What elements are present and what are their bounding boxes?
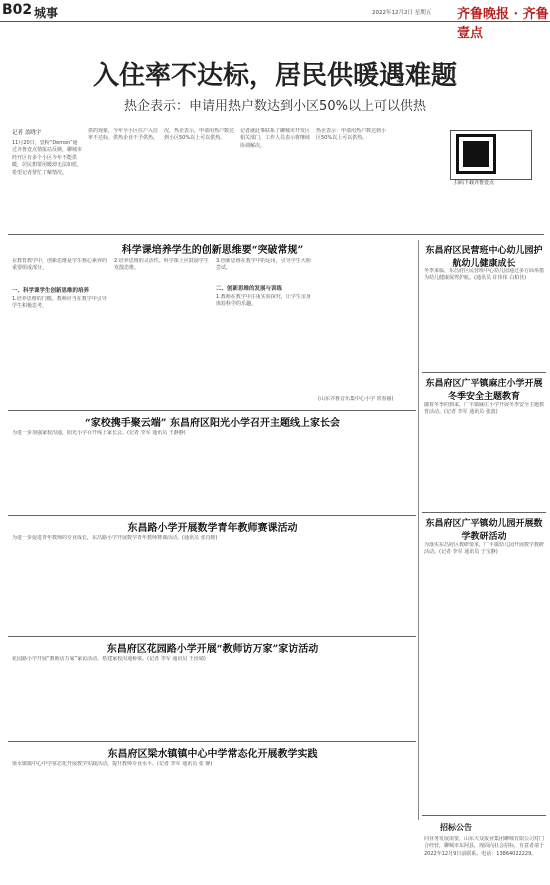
masthead-logo: 齐鲁晚报 · 齐鲁壹点 [457,7,549,41]
article1-text-6: 1.教师在教学中注重实验探究，让学生亲身体验科学的乐趣。 [216,294,311,308]
divider [8,234,544,235]
divider [422,372,546,373]
article4-text: 花园路小学开展“教师访万家”家访活动，搭建家校沟通桥梁。(记者 李军 通讯员 王俭婧) [12,656,206,662]
article3-title: 东昌路小学开展数学青年教师赛课活动 [127,523,298,534]
lead-byline: 记者 盖晓宇 [12,130,42,136]
article2-title: “家校携手聚云端” 东昌府区阳光小学召开主题线上家长会 [85,418,340,429]
lead-col-2: 供的现象，今年全小区住户入住率不达标，供热企业不予供热。 [88,128,158,142]
lead-col-3: 况，热企表示，申请用热户数达到小区50%以上可以供热。 [164,128,234,142]
qr-code-center [463,141,489,167]
side3-text: 为落实东昌府区教研要求，广平镇幼儿园开展数学教研活动。(记者 李军 通讯员 于宝静) [424,542,544,556]
article1-text-1: 在教育教学中，创新思维是学生核心素养的重要组成部分。 [12,258,108,272]
page-number: B02 [2,2,33,18]
qr-label: 扫码下载齐鲁壹点 [454,180,495,186]
divider [422,512,546,513]
ad-text: 同业务发展需要，山东大众报业集团聊城有限公司对门合经营，聊城市东阿县，现面向社会招标，有意者请于2022年12月9日前联系。电话：13864022229。 [424,836,544,857]
article1-title: 科学课培养学生的创新思维要“突破常规” [121,245,304,256]
issue-date: 2022年12月2日 星期五 [372,10,432,16]
article1-credit: (山东齐鲁音乐集中心小学 常春丽) [318,396,394,402]
lead-col-1: 11月20日，壹粉“Demon”通过齐鲁壹点情报站反映，聊城市经开区有多个小区今年不能供暖，居民想要用暖却无法如愿，希望记者帮忙了解情况。 [12,140,82,176]
article5-title: 东昌府区梁水镇镇中心中学常态化开展教学实践 [107,749,318,760]
lead-subhead: 热企表示：申请用热户数达到小区50%以上可以供热 [124,99,426,114]
side1-title: 东昌府区民营班中心幼儿园护航幼儿健康成长 [425,246,543,269]
article1-subheading-1: 一、科学课学生创新思维的培养 [12,288,90,294]
article4-title: 东昌府区花园路小学开展“教师访万家”家访活动 [106,644,319,655]
side2-text: 随着冬季的到来，广平镇麻庄小学开展冬季安全主题教育活动。(记者 李军 通讯员 张波) [424,402,544,416]
article1-subheading-2: 二、创新思维的发展与训练 [216,286,283,292]
article1-text-2: 1.培养思维的门槛。教师应当在教学中引导学生积极思考。 [12,296,107,310]
article1-text-3: 2.培养思维的灵活性。科学课上应鼓励学生发散思维。 [114,258,209,272]
divider [8,636,416,637]
side2-title: 东昌府区广平镇麻庄小学开展冬季安全主题教育 [425,379,543,402]
article5-text: 梁水镇镇中心中学常态化开展教学实践活动，提升教师专业水平。(记者 李军 通讯员 张 静) [12,761,213,767]
ad-title: 招标公告 [440,823,472,832]
article3-text: 为进一步促进青年教师的专业成长，东昌路小学开展数学青年教师赛课活动。(通讯员 张肖睦) [12,535,218,541]
divider [8,410,416,411]
article1-text-4: 3.创新思维在教学中的运用，引导学生大胆尝试。 [216,258,311,272]
divider [8,741,416,742]
section-name: 城事 [34,6,59,20]
lead-headline: 入住率不达标，居民供暖遇难题 [92,61,457,91]
lead-col-4: 记者就此事联系了聊城市开发区相关部门，工作人员表示将继续协调解决。 [240,128,310,149]
side1-text: 冬季来临，东昌府区民营班中心幼儿园通过多方面举措为幼儿健康保驾护航。(通讯员 许伟伟 白柏佳) [424,268,544,282]
article2-text: 为进一步加强家校沟通，阳光小学召开线上家长会。(记者 李军 通讯员 王静静) [12,430,186,436]
lead-col-5: 热企表示：申请用热户数达到小区50%以上可以供热。 [316,128,386,142]
column-divider [418,240,419,820]
side3-title: 东昌府区广平镇幼儿园开展数学教研活动 [425,519,543,542]
divider [8,515,416,516]
divider [422,815,546,816]
